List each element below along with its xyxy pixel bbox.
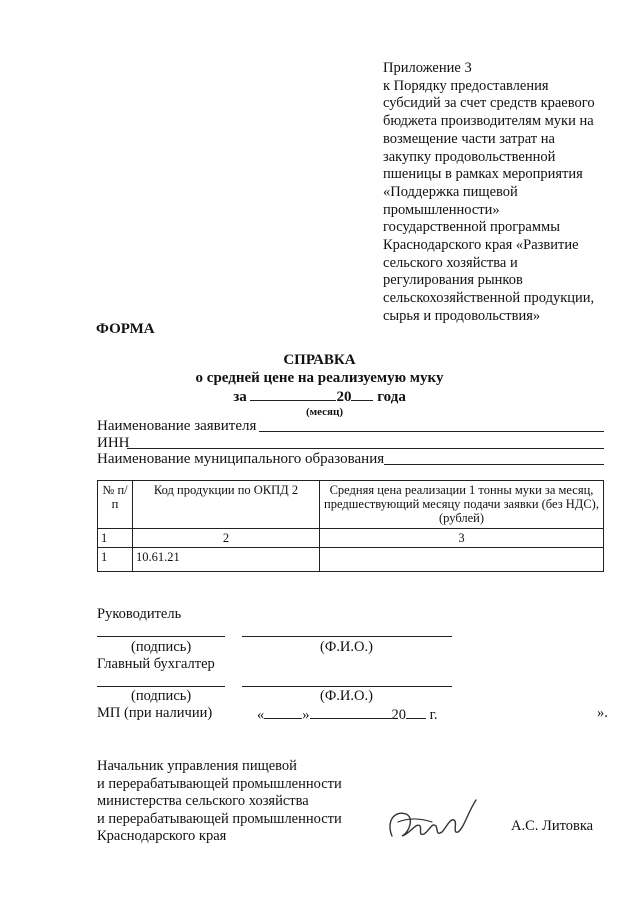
header-price: Средняя цена реализации 1 тонны муки за месяц, предшествующий месяцу подачи заявки (без НДС), (рублей): [320, 481, 604, 529]
appendix-line: сельского хозяйства и: [383, 254, 518, 271]
month-hint: (месяц): [306, 406, 344, 418]
appendix-line: к Порядку предоставления: [383, 77, 549, 94]
year-prefix: 20: [336, 389, 352, 405]
form-label: ФОРМА: [96, 321, 155, 337]
trailing-quote: ».: [597, 705, 608, 721]
handwritten-signature: [380, 792, 480, 852]
head-signature-line[interactable]: [97, 636, 225, 637]
applicant-label: Наименование заявителя: [97, 418, 257, 434]
footer-position: [97, 758, 342, 846]
table-numbering-row: [98, 529, 604, 548]
appendix-line: бюджета производителям муки на: [383, 113, 594, 130]
inn-input-line[interactable]: [127, 448, 604, 449]
date-open-quote: «: [257, 707, 265, 723]
appendix-line: государственной программы: [383, 219, 560, 236]
appendix-line: пшеницы в рамках мероприятия: [383, 166, 583, 183]
header-okpd: Код продукции по ОКПД 2: [133, 481, 320, 529]
period-za: за: [233, 389, 247, 405]
appendix-line: сырья и продовольствия»: [383, 307, 541, 324]
applicant-input-line[interactable]: [259, 431, 604, 432]
appendix-line: промышленности»: [383, 201, 500, 218]
month-blank[interactable]: [250, 387, 336, 401]
appendix-line: сельскохозяйственной продукции,: [383, 290, 595, 307]
accountant-label: Главный бухгалтер: [97, 656, 215, 672]
inn-label: ИНН: [97, 435, 130, 451]
footer-position-line: министерства сельского хозяйства: [97, 793, 309, 809]
date-year-prefix: 20: [391, 707, 406, 723]
year-date-blank[interactable]: [406, 705, 426, 719]
document-subtitle: о средней цене на реализуемую муку: [195, 370, 444, 386]
footer-position-line: Начальник управления пищевой: [97, 758, 297, 774]
accountant-fio-hint: (Ф.И.О.): [320, 688, 373, 704]
accountant-signature-hint: (подпись): [131, 688, 192, 704]
table-row: [98, 548, 604, 572]
day-blank[interactable]: [264, 705, 302, 719]
numbering-cell: 3: [320, 529, 604, 548]
municipality-input-line[interactable]: [384, 464, 604, 465]
appendix-line: закупку продовольственной: [383, 148, 556, 165]
appendix-line: Приложение 3: [383, 60, 472, 76]
accountant-signature-line[interactable]: [97, 686, 225, 687]
footer-position-line: и перерабатывающей промышленности: [97, 810, 342, 827]
footer-position-line: и перерабатывающей промышленности: [97, 775, 342, 792]
appendix-header: [383, 60, 623, 326]
stamp-label: МП (при наличии): [97, 705, 213, 721]
year-blank[interactable]: [351, 387, 373, 401]
header-number: № п/п: [98, 481, 133, 529]
appendix-line: Краснодарского края «Развитие: [383, 237, 579, 254]
row-okpd-cell: 10.61.21: [133, 548, 320, 572]
row-number-cell: 1: [98, 548, 133, 572]
row-price-cell[interactable]: [320, 548, 604, 572]
numbering-cell: 1: [98, 529, 133, 548]
municipality-label: Наименование муниципального образования: [97, 451, 385, 467]
appendix-line: возмещение части затрат на: [383, 130, 555, 147]
date-g: г.: [429, 707, 438, 723]
head-fio-line[interactable]: [242, 636, 452, 637]
head-fio-hint: (Ф.И.О.): [320, 639, 373, 655]
month-date-blank[interactable]: [310, 705, 392, 719]
head-signature-hint: (подпись): [131, 639, 192, 655]
appendix-line: регулирования рынков: [383, 272, 523, 289]
price-table: [97, 480, 604, 572]
date-close-quote: »: [302, 707, 310, 723]
numbering-cell: 2: [133, 529, 320, 548]
date-line: [257, 705, 438, 724]
document-title: СПРАВКА: [283, 352, 356, 368]
table-header-row: [98, 481, 604, 529]
appendix-line: «Поддержка пищевой: [383, 183, 518, 200]
period-line: [0, 387, 639, 406]
accountant-fio-line[interactable]: [242, 686, 452, 687]
appendix-line: субсидий за счет средств краевого: [383, 95, 595, 112]
head-label: Руководитель: [97, 606, 182, 622]
footer-name: А.С. Литовка: [511, 818, 594, 834]
footer-position-line: Краснодарского края: [97, 828, 227, 844]
period-year-word: года: [377, 389, 406, 405]
